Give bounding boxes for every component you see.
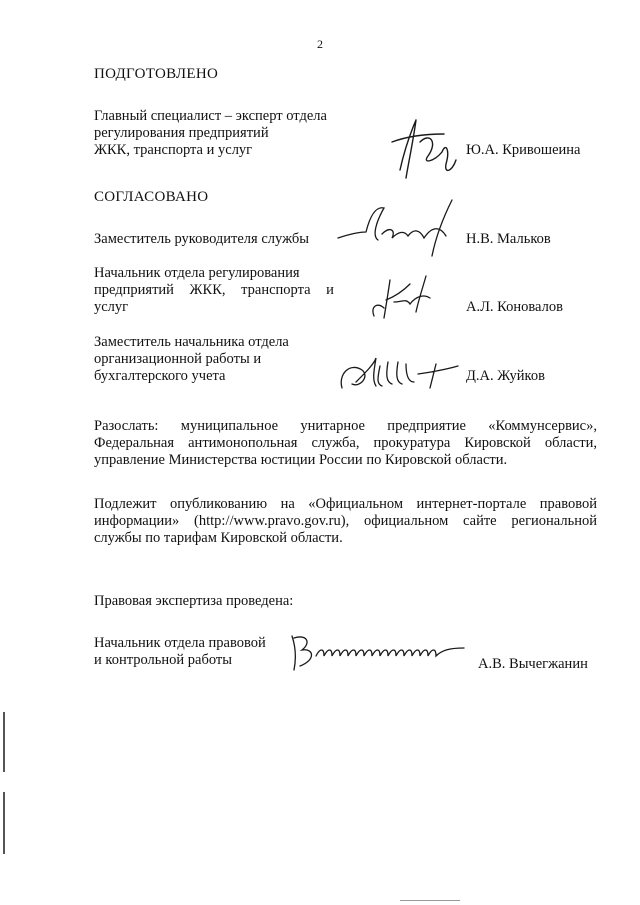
distribution-paragraph	[94, 418, 597, 469]
publication-line-1: Подлежит опубликованию на «Официальном интернет-портале правовой	[94, 496, 597, 512]
signer-2-role-line-3: услуг	[94, 299, 129, 315]
scan-bottom-mark	[400, 900, 460, 901]
signer-2-role-line-1: Начальник отдела регулирования	[94, 265, 300, 281]
prepared-role-line-1: Главный специалист – эксперт отдела	[94, 108, 327, 124]
prepared-name: Ю.А. Кривошеина	[466, 142, 581, 158]
signer-3-role-line-2: организационной работы и	[94, 351, 262, 367]
signature-krivosheina	[386, 112, 462, 184]
signer-3-role-line-1: Заместитель начальника отдела	[94, 334, 289, 350]
prepared-heading: ПОДГОТОВЛЕНО	[94, 66, 219, 82]
page-number: 2	[317, 37, 323, 51]
signer-2-role-line-2-text: предприятий ЖКК, транспорта и	[94, 282, 334, 298]
legal-review-role-line-2: и контрольной работы	[94, 652, 232, 668]
signer-3-role	[94, 334, 344, 385]
signature-konovalov	[370, 272, 440, 322]
signer-2-role-line-2	[94, 282, 336, 299]
distribution-line-3: управление Министерства юстиции России по Кировской области.	[94, 452, 508, 468]
signer-1-role	[94, 231, 344, 248]
legal-review-statement: Правовая экспертиза проведена:	[94, 593, 294, 609]
signer-2-name: А.Л. Коновалов	[466, 299, 563, 315]
signature-malkov	[336, 196, 466, 258]
publication-paragraph	[94, 496, 597, 547]
distribution-line-1: Разослать: муниципальное унитарное предприятие «Коммунсервис»,	[94, 418, 597, 434]
distribution-line-2: Федеральная антимонопольная служба, прокуратура Кировской области,	[94, 435, 597, 451]
signer-3-name: Д.А. Жуйков	[466, 368, 545, 384]
signer-2-role	[94, 265, 344, 316]
publication-line-2: информации» (http://www.pravo.gov.ru), официальном сайте региональной	[94, 513, 597, 529]
signer-1-name: Н.В. Мальков	[466, 231, 551, 247]
signer-1-role-line-1: Заместитель руководителя службы	[94, 231, 310, 247]
legal-review-name: А.В. Вычегжанин	[478, 656, 588, 672]
signature-vychegzhanin	[286, 630, 470, 672]
signature-zhuykov	[336, 352, 464, 396]
agreed-heading: СОГЛАСОВАНО	[94, 189, 209, 205]
publication-line-3: службы по тарифам Кировской области.	[94, 530, 343, 546]
signer-3-role-line-3: бухгалтерского учета	[94, 368, 226, 384]
prepared-role	[94, 108, 344, 159]
prepared-role-line-3: ЖКК, транспорта и услуг	[94, 142, 253, 158]
scan-edge-mark	[3, 712, 5, 772]
scan-edge-mark	[3, 792, 5, 854]
prepared-role-line-2: регулирования предприятий	[94, 125, 269, 141]
legal-review-role-line-1: Начальник отдела правовой	[94, 635, 266, 651]
